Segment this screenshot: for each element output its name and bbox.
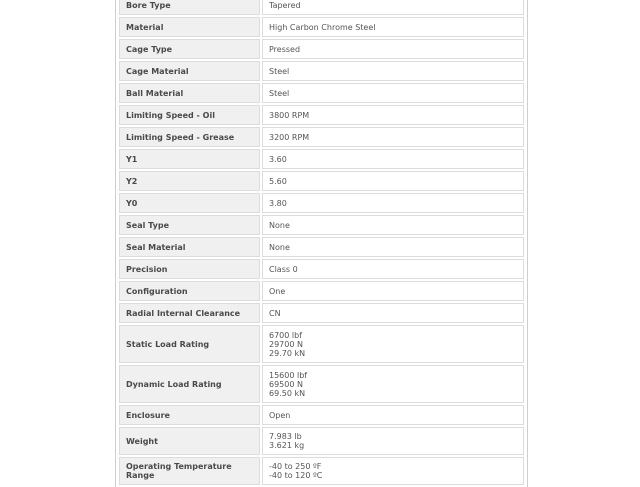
spec-row (119, 149, 524, 169)
spec-row (119, 61, 524, 81)
spec-value: Steel (269, 66, 290, 76)
spec-value: Open (269, 410, 291, 420)
specifications-table-body (119, 0, 524, 485)
specifications-table (117, 0, 526, 487)
spec-value: 3800 RPM (269, 110, 310, 120)
spec-value: 3200 RPM (269, 132, 310, 142)
spec-row (119, 171, 524, 191)
spec-value-cell (262, 83, 524, 103)
spec-row (119, 0, 524, 15)
spec-label: Operating Temperature Range (119, 457, 260, 485)
spec-value-cell (262, 39, 524, 59)
spec-value: High Carbon Chrome Steel (269, 22, 376, 32)
spec-value-cell (262, 17, 524, 37)
spec-row (119, 365, 524, 403)
spec-label: Weight (119, 427, 260, 455)
spec-value-cell (262, 171, 524, 191)
spec-value: 6700 lbf (269, 330, 303, 340)
spec-value: -40 to 250 ºF (269, 462, 322, 471)
spec-row (119, 303, 524, 323)
spec-row (119, 281, 524, 301)
spec-value-cell (262, 457, 524, 485)
spec-value-cell (262, 127, 524, 147)
spec-value: 3.621 kg (269, 441, 305, 450)
spec-label: Static Load Rating (119, 325, 260, 363)
spec-label: Limiting Speed - Grease (119, 127, 260, 147)
spec-value: 7.983 lb (269, 432, 302, 441)
spec-row (119, 215, 524, 235)
spec-value: -40 to 120 ºC (269, 471, 323, 480)
spec-row (119, 427, 524, 455)
spec-value-cell (262, 325, 524, 363)
spec-value-cell (262, 303, 524, 323)
spec-label: Radial Internal Clearance (119, 303, 260, 323)
spec-label: Bore Type (119, 0, 260, 15)
spec-row (119, 127, 524, 147)
spec-label: Y2 (119, 171, 260, 191)
spec-row (119, 405, 524, 425)
spec-row (119, 259, 524, 279)
spec-label: Ball Material (119, 83, 260, 103)
spec-value: 5.60 (269, 176, 287, 186)
spec-value: One (269, 286, 286, 296)
spec-value: 15600 lbf (269, 370, 308, 380)
spec-label: Enclosure (119, 405, 260, 425)
spec-value: CN (269, 308, 281, 318)
spec-value: Class 0 (269, 264, 298, 274)
spec-value: Pressed (269, 44, 301, 54)
spec-label: Cage Material (119, 61, 260, 81)
spec-value-cell (262, 61, 524, 81)
spec-label: Seal Material (119, 237, 260, 257)
spec-value: 29.70 kN (269, 348, 306, 358)
spec-row (119, 193, 524, 213)
spec-label: Dynamic Load Rating (119, 365, 260, 403)
spec-row (119, 83, 524, 103)
spec-label: Configuration (119, 281, 260, 301)
spec-row (119, 39, 524, 59)
spec-value-cell (262, 0, 524, 15)
spec-label: Cage Type (119, 39, 260, 59)
spec-value-cell (262, 105, 524, 125)
spec-value: 3.80 (269, 198, 287, 208)
spec-value-cell (262, 149, 524, 169)
spec-label: Y1 (119, 149, 260, 169)
specifications-panel (115, 0, 528, 487)
spec-value: None (269, 220, 290, 230)
spec-label: Limiting Speed - Oil (119, 105, 260, 125)
spec-value: Tapered (269, 0, 301, 10)
spec-row (119, 105, 524, 125)
spec-value-cell (262, 259, 524, 279)
spec-value: None (269, 242, 290, 252)
spec-row (119, 17, 524, 37)
spec-value-cell (262, 427, 524, 455)
spec-value-cell (262, 281, 524, 301)
spec-value: 69500 N (269, 379, 303, 389)
spec-value-cell (262, 215, 524, 235)
spec-label: Precision (119, 259, 260, 279)
spec-value-cell (262, 365, 524, 403)
spec-row (119, 457, 524, 485)
spec-value: 69.50 kN (269, 388, 306, 398)
spec-row (119, 325, 524, 363)
spec-value-cell (262, 405, 524, 425)
spec-label: Material (119, 17, 260, 37)
spec-label: Y0 (119, 193, 260, 213)
spec-row (119, 237, 524, 257)
spec-value: 29700 N (269, 339, 303, 349)
spec-value: Steel (269, 88, 290, 98)
spec-value: 3.60 (269, 154, 287, 164)
spec-value-cell (262, 237, 524, 257)
spec-value-cell (262, 193, 524, 213)
spec-label: Seal Type (119, 215, 260, 235)
